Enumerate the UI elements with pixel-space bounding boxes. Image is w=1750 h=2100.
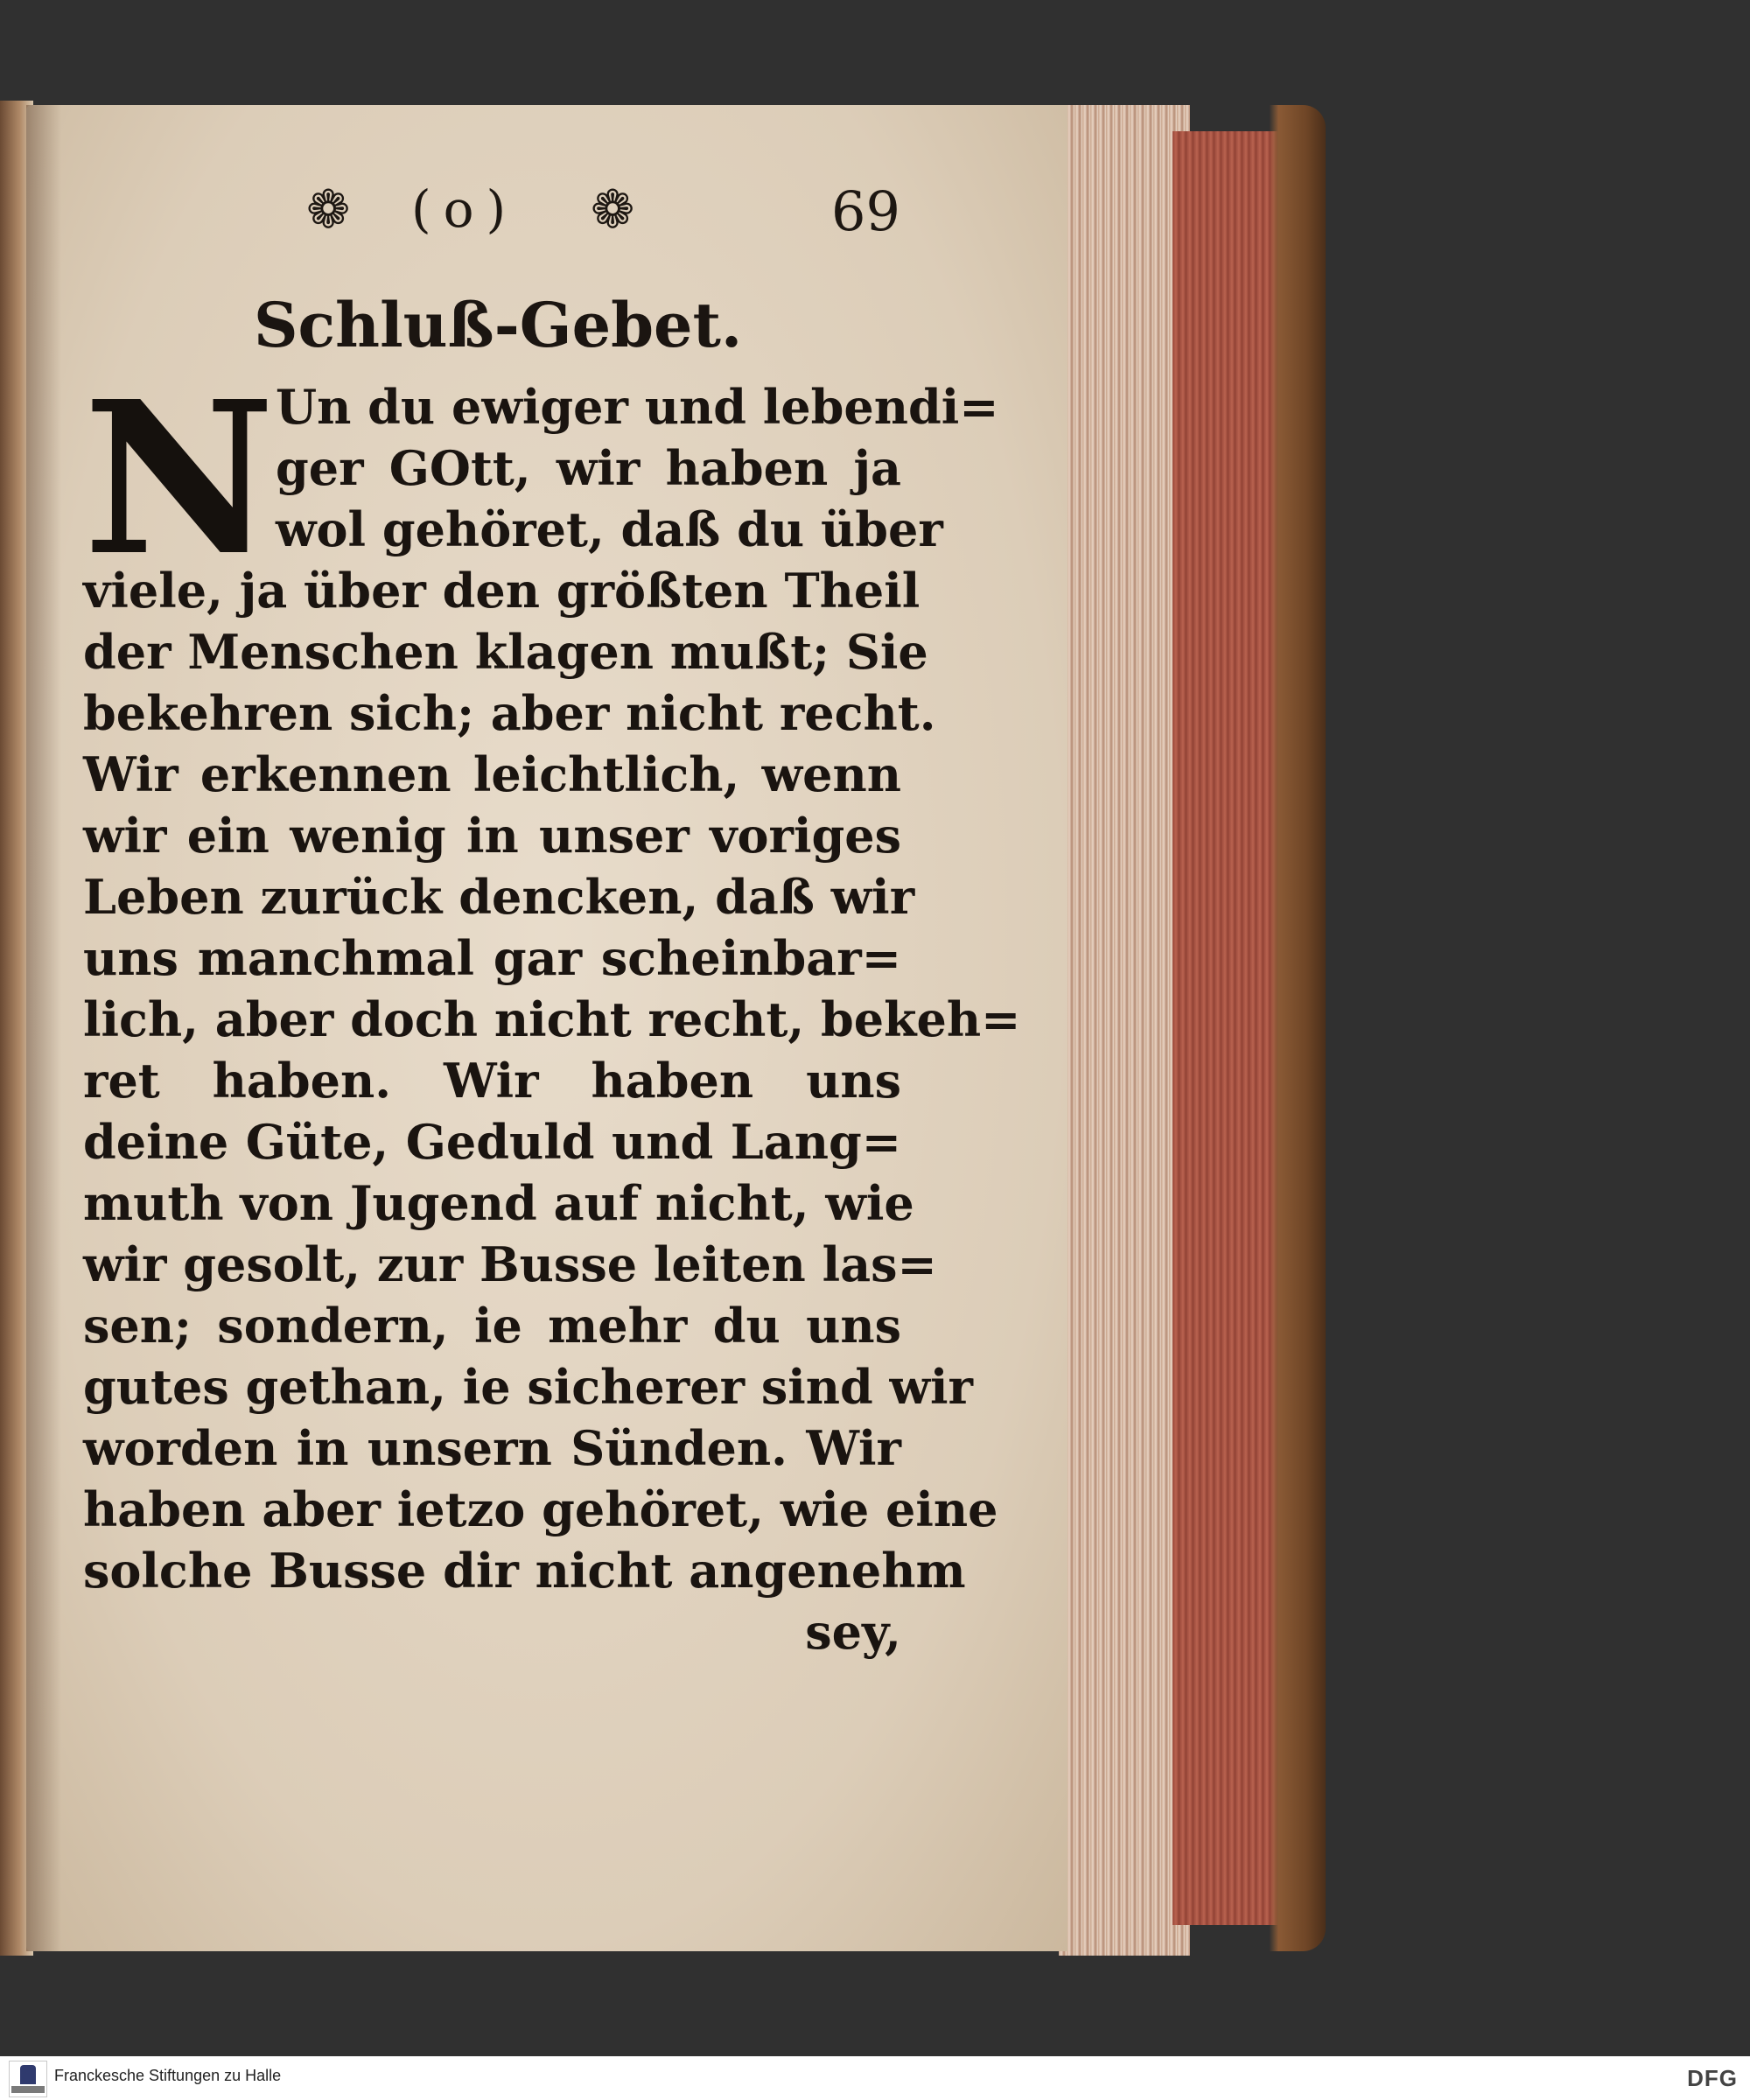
viewer-footer xyxy=(0,2056,1750,2100)
running-head xyxy=(280,179,910,241)
text-line: muth von Jugend auf nicht, wie xyxy=(83,1175,914,1231)
text-line: worden in unsern Sünden. Wir xyxy=(83,1420,901,1476)
ornament-right-icon: ❁ xyxy=(591,179,635,241)
text-line: ger GOtt, wir haben ja xyxy=(276,440,901,496)
text-line: deine Güte, Geduld und Lang= xyxy=(83,1114,901,1170)
text-line: wir ein wenig in unser voriges xyxy=(83,808,901,864)
dfg-logo[interactable]: DFG xyxy=(1687,2065,1738,2091)
signature-mark: (o) xyxy=(411,179,519,239)
building-icon xyxy=(20,2065,36,2084)
text-line: lich, aber doch nicht recht, bekeh= xyxy=(83,991,1021,1047)
book-cover xyxy=(1138,105,1326,1951)
text-line: wol gehöret, daß du über xyxy=(276,501,943,557)
text-line: viele, ja über den größten Theil xyxy=(83,563,920,619)
page-number: 69 xyxy=(831,179,900,243)
text-line: uns manchmal gar scheinbar= xyxy=(83,930,901,986)
text-line: sen; sondern, ie mehr du uns xyxy=(83,1298,901,1354)
institution-logo[interactable] xyxy=(9,2061,47,2097)
catchword: sey, xyxy=(805,1604,901,1660)
text-line: haben aber ietzo gehöret, wie eine xyxy=(83,1481,998,1537)
text-line: ret haben. Wir haben uns xyxy=(83,1053,901,1109)
drop-cap: N xyxy=(83,355,276,602)
section-title: Schluß-Gebet. xyxy=(254,289,743,361)
logo-caption-mark xyxy=(11,2086,45,2093)
text-line: bekehren sich; aber nicht recht. xyxy=(83,685,936,741)
text-line: der Menschen klagen mußt; Sie xyxy=(83,624,928,680)
text-line: wir gesolt, zur Busse leiten las= xyxy=(83,1236,937,1292)
text-line: Un du ewiger und lebendi= xyxy=(276,379,999,435)
gutter-shadow xyxy=(26,105,61,1951)
text-line: solche Busse dir nicht angenehm xyxy=(83,1543,966,1599)
text-line: Leben zurück dencken, daß wir xyxy=(83,869,915,925)
institution-name[interactable]: Franckesche Stiftungen zu Halle xyxy=(54,2067,282,2084)
ornament-left-icon: ❁ xyxy=(306,179,351,241)
text-line: gutes gethan, ie sicherer sind wir xyxy=(83,1359,974,1415)
body-text xyxy=(83,355,1021,1662)
text-line: Wir erkennen leichtlich, wenn xyxy=(83,746,901,802)
